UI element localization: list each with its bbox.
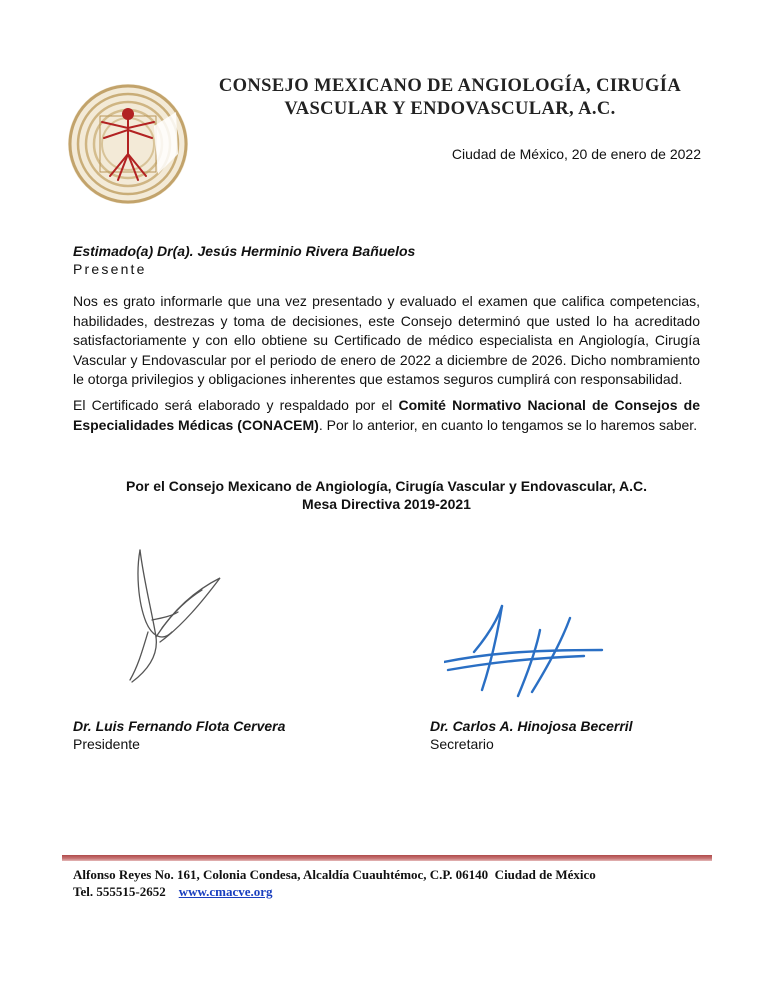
org-name-line1: CONSEJO MEXICANO DE ANGIOLOGÍA, CIRUGÍA <box>218 76 682 96</box>
signature-president <box>112 542 232 692</box>
footer-address: Alfonso Reyes No. 161, Colonia Condesa, Alcaldía Cuauhtémoc, C.P. 06140 Ciudad de México <box>73 867 596 882</box>
dateline: Ciudad de México, 20 de enero de 2022 <box>451 146 701 162</box>
website-link[interactable]: www.cmacve.org <box>178 884 273 899</box>
body-paragraph-1: Nos es grato informarle que una vez presentado y evaluado el examen que califica competencias, habilidades, destrezas y toma de decisiones, este Consejo determinó que usted lo ha acreditado satisfactoriamente y con ello obtiene su Certificado de médico especialista en Angiología, Cirugía Vascular y Endovascular por el periodo de enero de 2022 a diciembre de 2026. Dicho nombramiento le otorga privilegios y obligaciones inherentes que estamos seguros cumplirá con responsabilidad. <box>73 293 700 387</box>
footer-divider <box>62 855 712 861</box>
paragraph2-text-start: El Certificado será elaborado y respaldado por el <box>73 397 399 413</box>
paragraph2-text-end: . Por lo anterior, en cuanto lo tengamos se lo haremos saber. <box>318 416 698 433</box>
signoff-organization: Por el Consejo Mexicano de Angiología, Cirugía Vascular y Endovascular, A.C. <box>126 478 647 494</box>
conacem-name: Comité Normativo Nacional de Consejos de Especialidades Médicas (CONACEM) <box>73 397 701 433</box>
vitruvian-man-logo-icon <box>66 82 190 206</box>
salutation: Presente <box>73 261 147 277</box>
signoff-board: Mesa Directiva 2019-2021 <box>302 496 471 512</box>
signatory-role: Secretario <box>430 736 494 752</box>
addressee: Estimado(a) Dr(a). Jesús Herminio Rivera Bañuelos <box>73 243 416 259</box>
signature-secretary <box>444 600 604 700</box>
footer-phone: Tel. 555515-2652 <box>73 884 166 899</box>
footer-contact <box>73 884 273 900</box>
signatory-name: Dr. Luis Fernando Flota Cervera <box>73 718 286 734</box>
signatory-name: Dr. Carlos A. Hinojosa Becerril <box>430 718 633 734</box>
org-name-line2: VASCULAR Y ENDOVASCULAR, A.C. <box>284 99 616 119</box>
signatory-role: Presidente <box>73 736 140 752</box>
body-paragraph-2 <box>73 396 700 435</box>
